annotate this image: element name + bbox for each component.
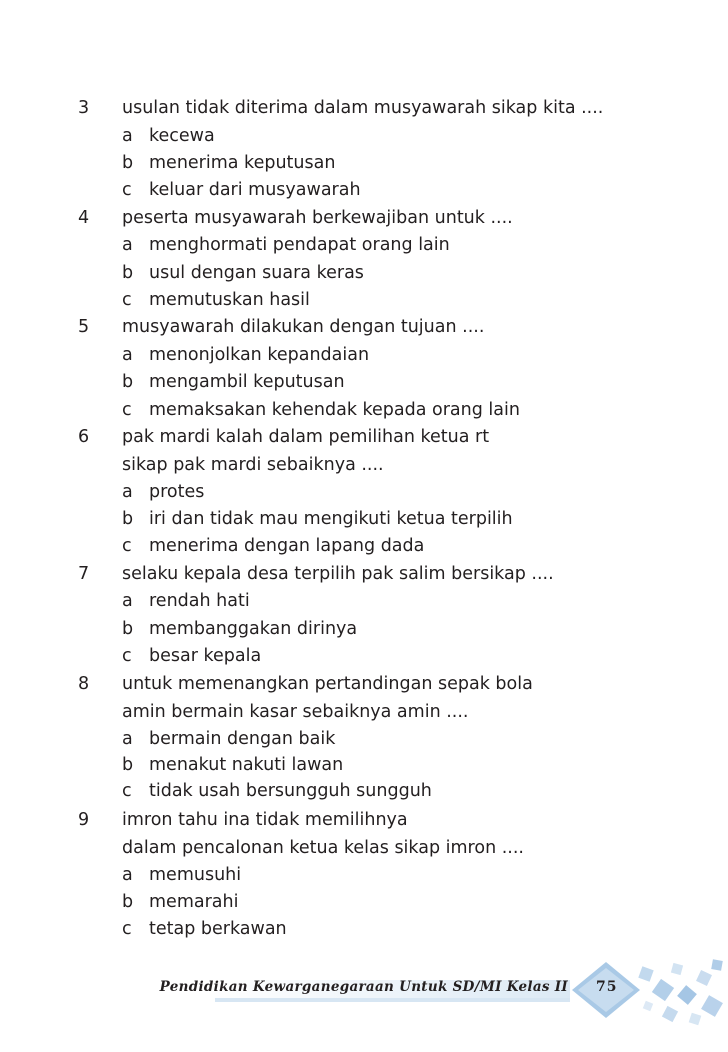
question-number: 9 — [78, 810, 90, 830]
option-letter: b — [122, 755, 134, 775]
question-number: 3 — [78, 98, 90, 118]
option-letter: a — [122, 235, 133, 255]
option-c[interactable] — [122, 287, 310, 314]
option-a[interactable] — [122, 862, 241, 889]
option-c[interactable] — [122, 778, 432, 805]
option-b[interactable] — [122, 752, 343, 779]
option-letter: a — [122, 345, 133, 365]
option-text: mengambil keputusan — [149, 372, 345, 392]
question-number: 4 — [78, 208, 90, 228]
option-text: menerima dengan lapang dada — [149, 536, 425, 556]
option-letter: a — [122, 591, 133, 611]
option-letter: a — [122, 865, 133, 885]
option-text: iri dan tidak mau mengikuti ketua terpilih — [149, 509, 513, 529]
question-text-line: peserta musyawarah berkewajiban untuk .... — [122, 208, 513, 228]
option-c[interactable] — [122, 643, 261, 670]
question-text-line: usulan tidak diterima dalam musyawarah sikap kita .... — [122, 98, 604, 118]
option-b[interactable] — [122, 889, 238, 916]
question-number: 8 — [78, 674, 90, 694]
option-letter: c — [122, 180, 132, 200]
option-text: menghormati pendapat orang lain — [149, 235, 450, 255]
option-text: menerima keputusan — [149, 153, 336, 173]
option-text: menakut nakuti lawan — [149, 755, 344, 775]
option-c[interactable] — [122, 533, 424, 560]
option-letter: c — [122, 781, 132, 801]
option-text: membanggakan dirinya — [149, 619, 358, 639]
option-a[interactable] — [122, 588, 250, 615]
option-a[interactable] — [122, 726, 335, 753]
option-letter: b — [122, 153, 134, 173]
question-text-line: selaku kepala desa terpilih pak salim bersikap .... — [122, 564, 554, 584]
page-number: 75 — [596, 979, 618, 995]
option-text: memutuskan hasil — [149, 290, 310, 310]
footer-book-title: Pendidikan Kewarganegaraan Untuk SD/MI Kelas II — [159, 979, 568, 995]
question-number: 5 — [78, 317, 90, 337]
option-b[interactable] — [122, 260, 364, 287]
option-letter: b — [122, 372, 134, 392]
option-text: kecewa — [149, 126, 215, 146]
option-letter: c — [122, 536, 132, 556]
option-letter: b — [122, 892, 134, 912]
option-text: protes — [149, 482, 205, 502]
option-letter: a — [122, 482, 133, 502]
option-text: tetap berkawan — [149, 919, 287, 939]
option-c[interactable] — [122, 177, 361, 204]
option-letter: c — [122, 646, 132, 666]
option-letter: a — [122, 126, 133, 146]
question-text-line: sikap pak mardi sebaiknya .... — [122, 455, 384, 475]
option-text: rendah hati — [149, 591, 250, 611]
option-text: keluar dari musyawarah — [149, 180, 361, 200]
option-text: usul dengan suara keras — [149, 263, 364, 283]
option-b[interactable] — [122, 616, 357, 643]
option-a[interactable] — [122, 123, 215, 150]
option-letter: b — [122, 619, 134, 639]
option-text: bermain dengan baik — [149, 729, 336, 749]
question-text-line: musyawarah dilakukan dengan tujuan .... — [122, 317, 485, 337]
question-text-line: pak mardi kalah dalam pemilihan ketua rt — [122, 427, 490, 447]
option-b[interactable] — [122, 506, 513, 533]
option-text: menonjolkan kepandaian — [149, 345, 370, 365]
option-text: memarahi — [149, 892, 239, 912]
option-text: memaksakan kehendak kepada orang lain — [149, 400, 520, 420]
footer-decoration — [0, 958, 728, 1038]
option-c[interactable] — [122, 397, 520, 424]
question-number: 7 — [78, 564, 90, 584]
option-text: besar kepala — [149, 646, 262, 666]
option-a[interactable] — [122, 232, 450, 259]
option-b[interactable] — [122, 150, 335, 177]
question-text-line: untuk memenangkan pertandingan sepak bola — [122, 674, 533, 694]
option-text: memusuhi — [149, 865, 242, 885]
option-letter: b — [122, 263, 134, 283]
option-c[interactable] — [122, 916, 287, 943]
question-number: 6 — [78, 427, 90, 447]
option-letter: b — [122, 509, 134, 529]
question-text-line: amin bermain kasar sebaiknya amin .... — [122, 702, 469, 722]
question-text-line: imron tahu ina tidak memilihnya — [122, 810, 408, 830]
question-text-line: dalam pencalonan ketua kelas sikap imron .... — [122, 838, 524, 858]
option-a[interactable] — [122, 342, 369, 369]
option-b[interactable] — [122, 369, 345, 396]
option-letter: c — [122, 919, 132, 939]
page-footer — [0, 958, 728, 1038]
option-letter: c — [122, 400, 132, 420]
option-letter: a — [122, 729, 133, 749]
option-a[interactable] — [122, 479, 204, 506]
option-text: tidak usah bersungguh sungguh — [149, 781, 432, 801]
option-letter: c — [122, 290, 132, 310]
